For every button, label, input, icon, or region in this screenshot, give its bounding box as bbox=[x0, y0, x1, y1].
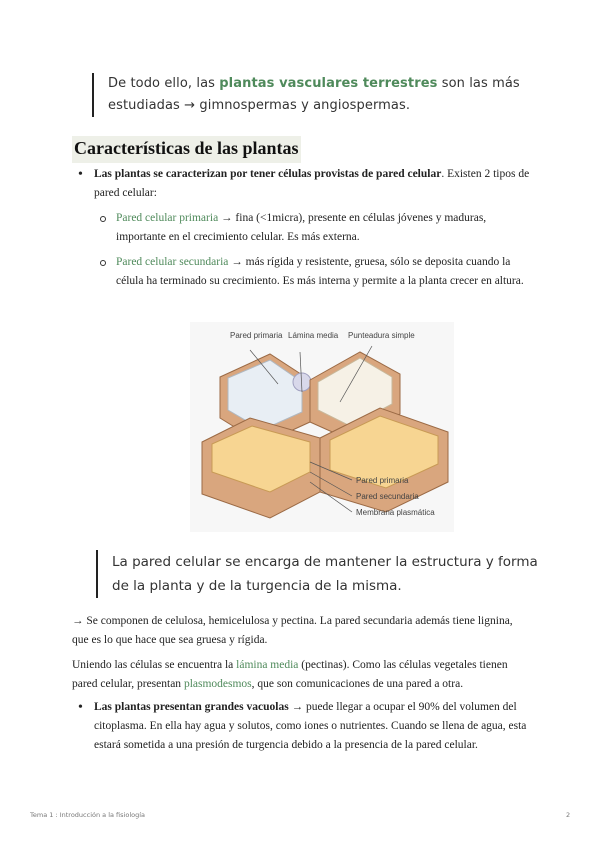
union-text-3: , que son comunicaciones de una pared a otra. bbox=[251, 678, 464, 690]
mid-quote: La pared celular se encarga de mantener la estructura y forma de la planta y de la turgencia de la misma. bbox=[96, 550, 542, 598]
union-text-2: (pectinas). Como las células vegetales tienen pared celular, presentan bbox=[72, 659, 508, 690]
plasmodesmos-term: plasmodesmos bbox=[183, 678, 252, 690]
footer-title: Tema 1 : Introducción a la fisiología bbox=[30, 811, 146, 819]
sub-item-primary bbox=[94, 209, 532, 247]
bullet-cell-wall-rest: . Existen 2 tipos de pared celular: bbox=[94, 168, 530, 199]
composition-paragraph: → Se componen de celulosa, hemicelulosa y pectina. La pared secundaria además tiene lignina, que es lo que hace que sea gruesa y rígida. bbox=[72, 615, 513, 646]
bullet-cell-wall bbox=[72, 165, 532, 291]
quote-highlight: plantas vasculares terrestres bbox=[219, 76, 438, 91]
quote-text-post: son las más estudiadas → gimnospermas y angiospermas. bbox=[108, 76, 520, 113]
fig-label-pared-primaria-top: Pared primaria bbox=[230, 331, 283, 340]
sub-item-primary-text: → fina (<1micra), presente en células jóvenes y maduras, importante en el crecimiento celular. Es más externa. bbox=[116, 212, 487, 243]
cell-wall-illustration bbox=[190, 322, 454, 532]
bullet-vacuoles-rest: → puede llegar a ocupar el 90% del volumen del citoplasma. En ella hay agua y solutos, como iones o nutrientes. Cuando se llena de agua, esta estará sometida a una presión de turgencia debido a la presencia de la pared celular. bbox=[94, 701, 527, 751]
fig-label-punteadura: Punteadura simple bbox=[348, 331, 415, 340]
intro-quote bbox=[92, 73, 548, 117]
bullet-vacuoles-bold: Las plantas presentan grandes vacuolas bbox=[94, 701, 289, 713]
sub-item-secondary-term: Pared celular secundaria bbox=[116, 256, 229, 268]
bullet-cell-wall-bold: Las plantas se caracterizan por tener células provistas de pared celular bbox=[94, 168, 442, 180]
fig-label-pared-secundaria: Pared secundaria bbox=[356, 492, 419, 501]
bullet-list-1 bbox=[72, 165, 532, 297]
sub-item-secondary bbox=[94, 253, 532, 291]
fig-label-membrana: Membrana plasmática bbox=[356, 508, 435, 517]
sub-list bbox=[94, 209, 532, 291]
fig-label-pared-primaria: Pared primaria bbox=[356, 476, 409, 485]
union-paragraph bbox=[72, 656, 532, 694]
fig-label-lamina-media: Lámina media bbox=[288, 331, 339, 340]
quote-text-pre: De todo ello, las bbox=[108, 76, 220, 91]
bullet-list-2 bbox=[72, 698, 532, 755]
sub-item-primary-term: Pared celular primaria bbox=[116, 212, 219, 224]
section-title: Características de las plantas bbox=[72, 136, 301, 163]
lamina-media-term: lámina media bbox=[236, 659, 299, 671]
union-text-1: Uniendo las células se encuentra la bbox=[72, 659, 237, 671]
cell-wall-figure bbox=[190, 322, 454, 532]
bullet-vacuoles bbox=[72, 698, 532, 755]
page-number: 2 bbox=[566, 811, 571, 819]
sub-item-secondary-text: → más rígida y resistente, gruesa, sólo se deposita cuando la célula ha terminado su crecimiento. Es más interna y permite a la planta crecer en altura. bbox=[116, 256, 524, 287]
